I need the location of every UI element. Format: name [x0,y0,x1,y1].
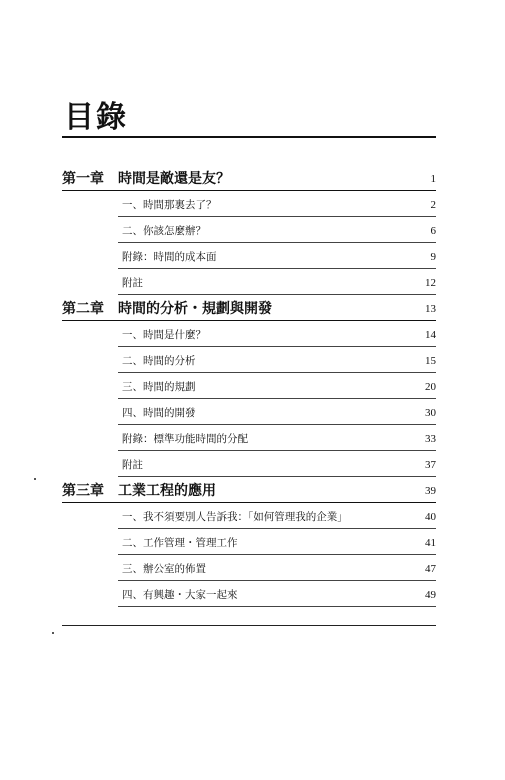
toc-entry [118,584,436,607]
page-number: 9 [430,251,436,263]
chapter-number: 第二章 [62,301,104,317]
toc-entry [118,194,436,217]
entry-title: 二、工作管理・管理工作 [122,537,238,549]
toc-entry [118,454,436,477]
toc-entry [118,532,436,555]
entry-title: 四、時間的開發 [122,407,196,419]
page-number: 49 [425,589,436,601]
toc-entry [118,428,436,451]
entry-title: 二、時間的分析 [122,355,196,367]
toc-entry [118,246,436,269]
page-number: 12 [425,277,436,289]
entry-title: 一、時間是什麼？ [122,329,206,341]
toc-chapter [62,168,436,191]
toc-chapter [62,480,436,503]
entry-title: 一、時間那裏去了？ [122,199,217,211]
page-number: 6 [430,225,436,237]
toc-entry [118,558,436,581]
page-number: 47 [425,563,436,575]
entry-title: 一、我不須要別人告訴我：「如何管理我的企業」 [122,511,348,523]
entry-title: 三、時間的規劃 [122,381,196,393]
entry-title: 三、辦公室的佈置 [122,563,206,575]
chapter-title: 時間的分析・規劃與開發 [118,301,272,317]
toc-entry [118,220,436,243]
toc-entry [118,376,436,399]
page-number: 14 [425,329,436,341]
page-number: 20 [425,381,436,393]
toc-chapter [62,298,436,321]
toc-entry [118,324,436,347]
chapter-number: 第三章 [62,483,104,499]
chapter-title: 工業工程的應用 [118,483,216,499]
bottom-rule [62,625,436,626]
page-number: 37 [425,459,436,471]
entry-title: 二、你該怎麼辦？ [122,225,206,237]
page-number: 2 [430,199,436,211]
toc-entry [118,272,436,295]
toc-entry [118,350,436,373]
entry-title: 四、有興趣・大家一起來 [122,589,238,601]
page-number: 1 [430,173,436,185]
page-number: 40 [425,511,436,523]
chapter-title: 時間是敵還是友？ [118,171,230,187]
page-number: 33 [425,433,436,445]
page-number: 13 [425,303,436,315]
page-number: 30 [425,407,436,419]
scan-speck [52,632,54,634]
page-number: 15 [425,355,436,367]
page-number: 39 [425,485,436,497]
entry-title: 附錄：時間的成本面 [122,251,217,263]
toc-entry [118,506,436,529]
entry-title: 附註 [122,277,143,289]
toc-entry [118,402,436,425]
entry-title: 附註 [122,459,143,471]
chapter-number: 第一章 [62,171,104,187]
entry-title: 附錄：標準功能時間的分配 [122,433,248,445]
page-title: 目錄 [64,100,128,135]
scan-speck [34,478,36,480]
page-number: 41 [425,537,436,549]
